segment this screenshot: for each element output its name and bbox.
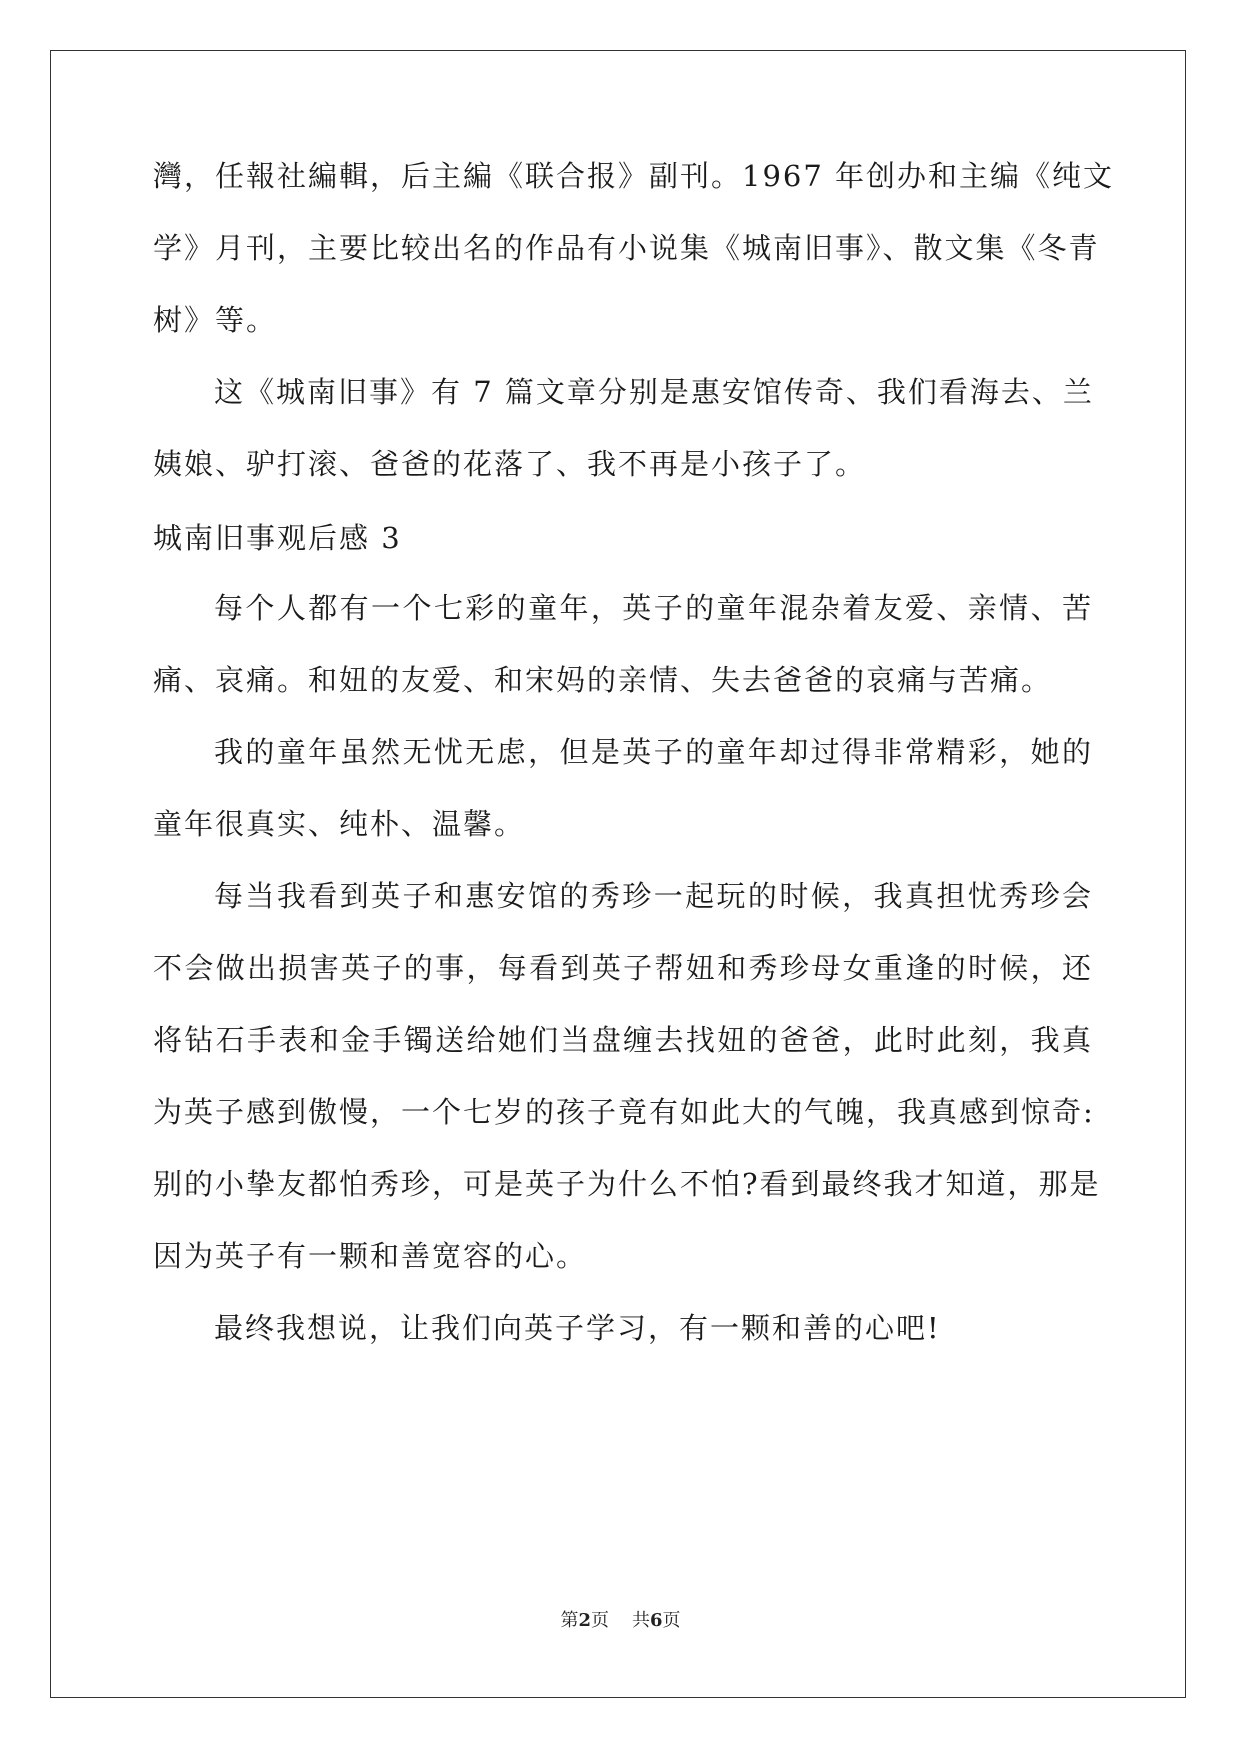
page-border [50, 50, 1186, 1698]
footer-total-prefix: 共 [631, 1610, 650, 1631]
text-line: 树》等。 [153, 303, 278, 337]
text-line: 姨娘、驴打滚、爸爸的花落了、我不再是小孩子了。 [153, 447, 867, 481]
footer-page-prefix: 第 [560, 1610, 579, 1631]
paragraph-first-line: 每个人都有一个七彩的童年，英子的童年混杂着友爱、亲情、苦 [214, 591, 1093, 625]
text-line: 将钻石手表和金手镯送给她们当盘缠去找妞的爸爸，此时此刻，我真 [153, 1023, 1093, 1057]
text-line: 不会做出损害英子的事，每看到英子帮妞和秀珍母女重逢的时候，还 [153, 951, 1093, 985]
total-page-count: 6 [649, 1610, 663, 1631]
text-line: 因为英子有一颗和善宽容的心。 [153, 1239, 588, 1273]
section-heading: 城南旧事观后感 3 [153, 521, 402, 555]
paragraph-first-line: 我的童年虽然无忧无虑，但是英子的童年却过得非常精彩，她的 [214, 735, 1093, 769]
text-line: 痛、哀痛。和妞的友爱、和宋妈的亲情、失去爸爸的哀痛与苦痛。 [153, 663, 1053, 697]
paragraph-first-line: 这《城南旧事》有 7 篇文章分别是惠安馆传奇、我们看海去、兰 [214, 375, 1094, 409]
footer-page-suffix: 页 [591, 1610, 610, 1631]
page-footer [0, 1609, 1241, 1633]
text-line: 别的小挚友都怕秀珍，可是英子为什么不怕?看到最终我才知道，那是 [153, 1167, 1101, 1201]
text-line: 灣，任報社編輯，后主編《联合报》副刊。1967 年创办和主编《纯文 [153, 159, 1115, 193]
current-page-number: 2 [578, 1610, 592, 1631]
text-line: 为英子感到傲慢，一个七岁的孩子竟有如此大的气魄，我真感到惊奇: [153, 1095, 1095, 1129]
text-line: 童年很真实、纯朴、温馨。 [153, 807, 526, 841]
footer-total-suffix: 页 [662, 1610, 681, 1631]
paragraph-first-line: 每当我看到英子和惠安馆的秀珍一起玩的时候，我真担忧秀珍会 [214, 879, 1093, 913]
text-line: 学》月刊，主要比较出名的作品有小说集《城南旧事》、散文集《冬青 [153, 231, 1100, 265]
paragraph-first-line: 最终我想说，让我们向英子学习，有一颗和善的心吧! [214, 1311, 941, 1345]
